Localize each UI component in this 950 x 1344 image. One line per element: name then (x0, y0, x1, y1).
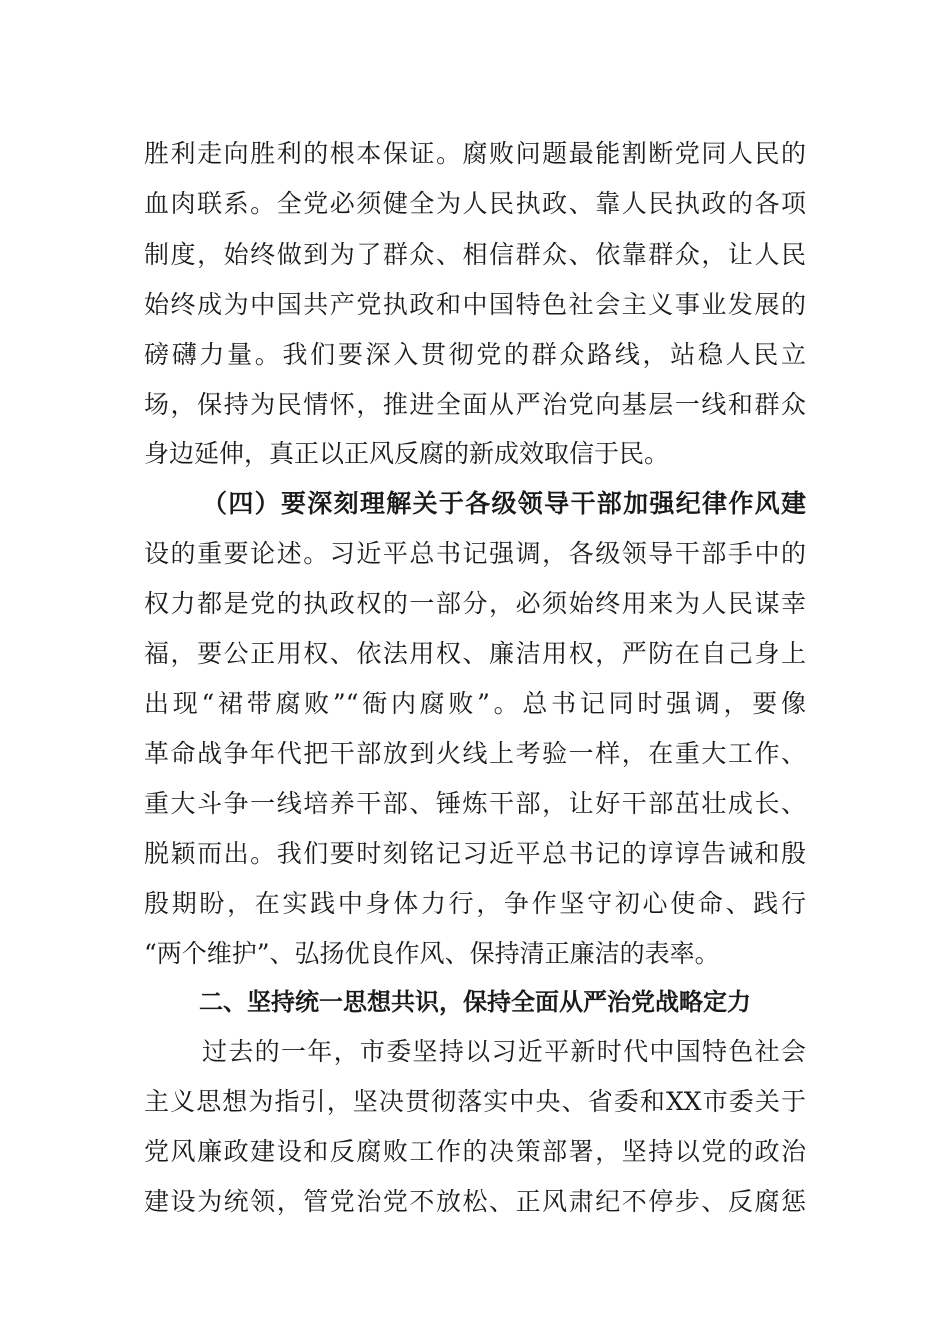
paragraph-line: 党风廉政建设和反腐败工作的决策部署，坚持以党的政治 (144, 1137, 806, 1166)
paragraph-line: 重大斗争一线培养干部、锤炼干部，让好干部茁壮成长、 (144, 789, 806, 818)
paragraph-line: 场，保持为民情怀，推进全面从严治党向基层一线和群众 (144, 390, 806, 419)
paragraph-line: 主义思想为指引，坚决贯彻落实中央、省委和XX市委关于 (144, 1087, 806, 1116)
paragraph-line: 胜利走向胜利的根本保证。腐败问题最能割断党同人民的 (144, 139, 806, 168)
paragraph-line: 革命战争年代把干部放到火线上考验一样，在重大工作、 (144, 739, 806, 768)
paragraph-line: “两个维护”、弘扬优良作风、保持清正廉洁的表率。 (144, 939, 720, 968)
subsection-heading-line: （四）要深刻理解关于各级领导干部加强纪律作风建 (202, 489, 806, 518)
paragraph-line: 身边延伸，真正以正风反腐的新成效取信于民。 (144, 439, 670, 468)
section-heading: 二、坚持统一思想共识，保持全面从严治党战略定力 (199, 988, 751, 1016)
paragraph-line: 设的重要论述。习近平总书记强调，各级领导干部手中的 (144, 539, 806, 568)
paragraph-line: 制度，始终做到为了群众、相信群众、依靠群众，让人民 (144, 240, 806, 269)
paragraph-line: 过去的一年，市委坚持以习近平新时代中国特色社会 (202, 1037, 806, 1066)
paragraph-line: 脱颖而出。我们要时刻铭记习近平总书记的谆谆告诫和殷 (144, 839, 806, 868)
paragraph-line: 出现“裙带腐败”“衙内腐败”。总书记同时强调，要像 (144, 689, 806, 718)
paragraph-line: 磅礴力量。我们要深入贯彻党的群众路线，站稳人民立 (144, 340, 806, 369)
paragraph-line: 血肉联系。全党必须健全为人民执政、靠人民执政的各项 (144, 189, 806, 218)
paragraph-line: 福，要公正用权、依法用权、廉洁用权，严防在自己身上 (144, 639, 806, 668)
paragraph-line: 殷期盼，在实践中身体力行，争作坚守初心使命、践行 (144, 889, 806, 918)
paragraph-line: 权力都是党的执政权的一部分，必须始终用来为人民谋幸 (144, 589, 806, 618)
paragraph-line: 建设为统领，管党治党不放松、正风肃纪不停步、反腐惩 (144, 1187, 806, 1216)
paragraph-line: 始终成为中国共产党执政和中国特色社会主义事业发展的 (144, 290, 806, 319)
